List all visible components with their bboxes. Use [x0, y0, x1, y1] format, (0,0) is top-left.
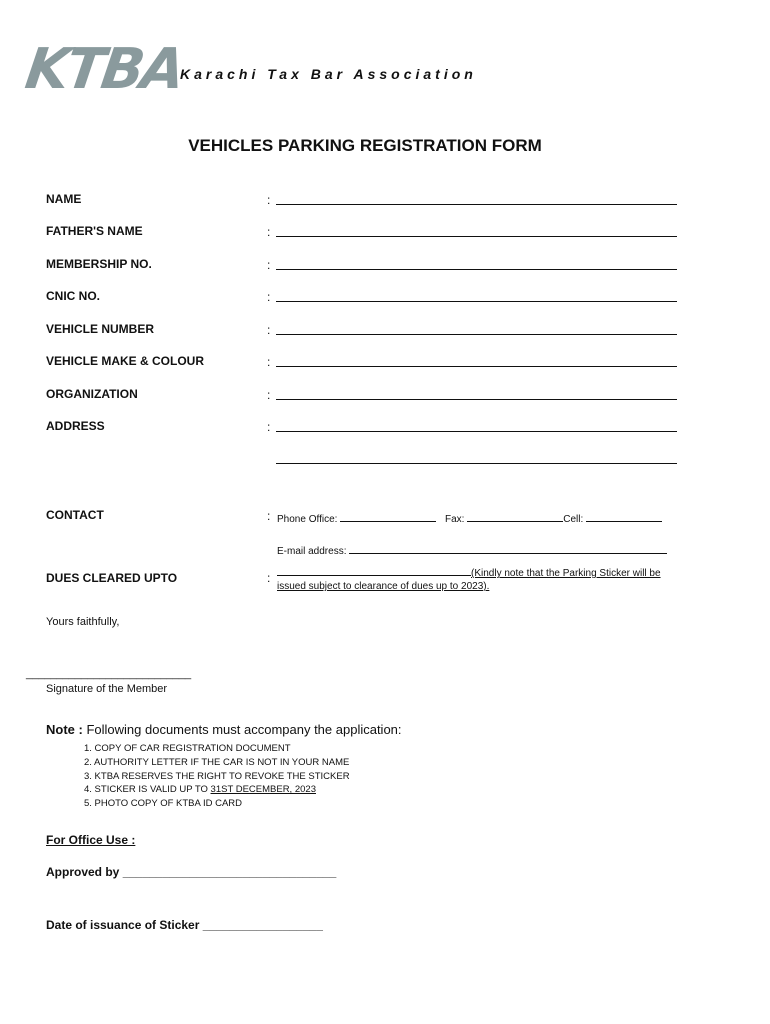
approved-by-field[interactable]: ________________________________ [122, 865, 337, 879]
address-field-line-1[interactable] [276, 431, 677, 432]
membership-no-field[interactable] [276, 269, 677, 270]
membership-no-colon: : [267, 258, 271, 272]
cnic-no-colon: : [267, 290, 271, 304]
address-colon: : [267, 420, 271, 434]
email-field[interactable] [349, 543, 667, 554]
vehicle-number-label: VEHICLE NUMBER [46, 322, 155, 336]
dues-note [277, 565, 661, 593]
cnic-no-field[interactable] [276, 301, 677, 302]
list-item: 3. KTBA RESERVES THE RIGHT TO REVOKE THE STICKER [84, 770, 350, 782]
note-prefix: Note : [46, 722, 83, 737]
form-title: VEHICLES PARKING REGISTRATION FORM [188, 136, 542, 155]
address-label: ADDRESS [46, 419, 105, 433]
contact-colon: : [267, 509, 271, 523]
cell-label: Cell: [563, 514, 584, 525]
contact-row [277, 511, 662, 525]
date-issuance-row [46, 918, 323, 932]
organization-name: Karachi Tax Bar Association [180, 66, 477, 82]
list-item: 1. COPY OF CAR REGISTRATION DOCUMENT [84, 743, 291, 754]
cell-field[interactable] [586, 511, 662, 522]
dues-note-line-2: issued subject to clearance of dues up to 2023). [277, 581, 490, 592]
fax-field[interactable] [467, 511, 563, 522]
organization-label: ORGANIZATION [46, 387, 138, 401]
membership-no-label: MEMBERSHIP NO. [46, 257, 152, 271]
note-text: Following documents must accompany the application: [86, 722, 402, 737]
fathers-name-colon: : [267, 225, 271, 239]
vehicle-make-colour-field[interactable] [276, 366, 677, 367]
email-row [277, 543, 667, 557]
item4-prefix: 4. STICKER IS VALID UP TO [84, 784, 211, 796]
address-field-line-2[interactable] [276, 463, 677, 464]
dues-cleared-field[interactable] [277, 565, 471, 576]
organization-colon: : [267, 388, 271, 402]
validity-date: 31ST DECEMBER, 2023 [210, 784, 316, 796]
note-heading [46, 722, 402, 737]
date-issuance-field[interactable]: __________________ [202, 918, 323, 932]
vehicle-number-field[interactable] [276, 334, 677, 335]
fathers-name-label: FATHER'S NAME [46, 224, 143, 238]
cnic-no-label: CNIC NO. [46, 289, 100, 303]
phone-office-field[interactable] [340, 511, 436, 522]
fax-label: Fax: [444, 514, 465, 525]
list-item: 2. AUTHORITY LETTER IF THE CAR IS NOT IN YOUR NAME [84, 756, 350, 768]
dues-cleared-label: DUES CLEARED UPTO [46, 571, 178, 585]
dues-note-line-1: (Kindly note that the Parking Sticker will be [471, 568, 661, 579]
phone-office-label: Phone Office: [277, 514, 338, 525]
signature-label: Signature of the Member [46, 683, 168, 695]
office-use-title: For Office Use : [46, 833, 136, 847]
contact-label: CONTACT [46, 508, 104, 522]
note-list [84, 742, 350, 811]
signature-line[interactable]: ___________________________ [26, 668, 192, 680]
name-colon: : [267, 193, 271, 207]
name-label: NAME [46, 192, 82, 206]
approved-by-label: Approved by [46, 865, 120, 879]
ktba-logo: KTBA [21, 37, 187, 102]
approved-by-row [46, 865, 336, 879]
email-label: E-mail address: [277, 546, 347, 557]
vehicle-make-colour-colon: : [267, 355, 271, 369]
organization-field[interactable] [276, 399, 677, 400]
list-item: 5. PHOTO COPY OF KTBA ID CARD [84, 798, 243, 810]
fathers-name-field[interactable] [276, 236, 677, 237]
vehicle-make-colour-label: VEHICLE MAKE & COLOUR [46, 354, 205, 368]
name-field[interactable] [276, 204, 677, 205]
date-issuance-label: Date of issuance of Sticker [46, 918, 200, 932]
vehicle-number-colon: : [267, 323, 271, 337]
yours-faithfully: Yours faithfully, [46, 616, 120, 628]
dues-cleared-colon: : [267, 571, 271, 585]
list-item [84, 783, 350, 797]
